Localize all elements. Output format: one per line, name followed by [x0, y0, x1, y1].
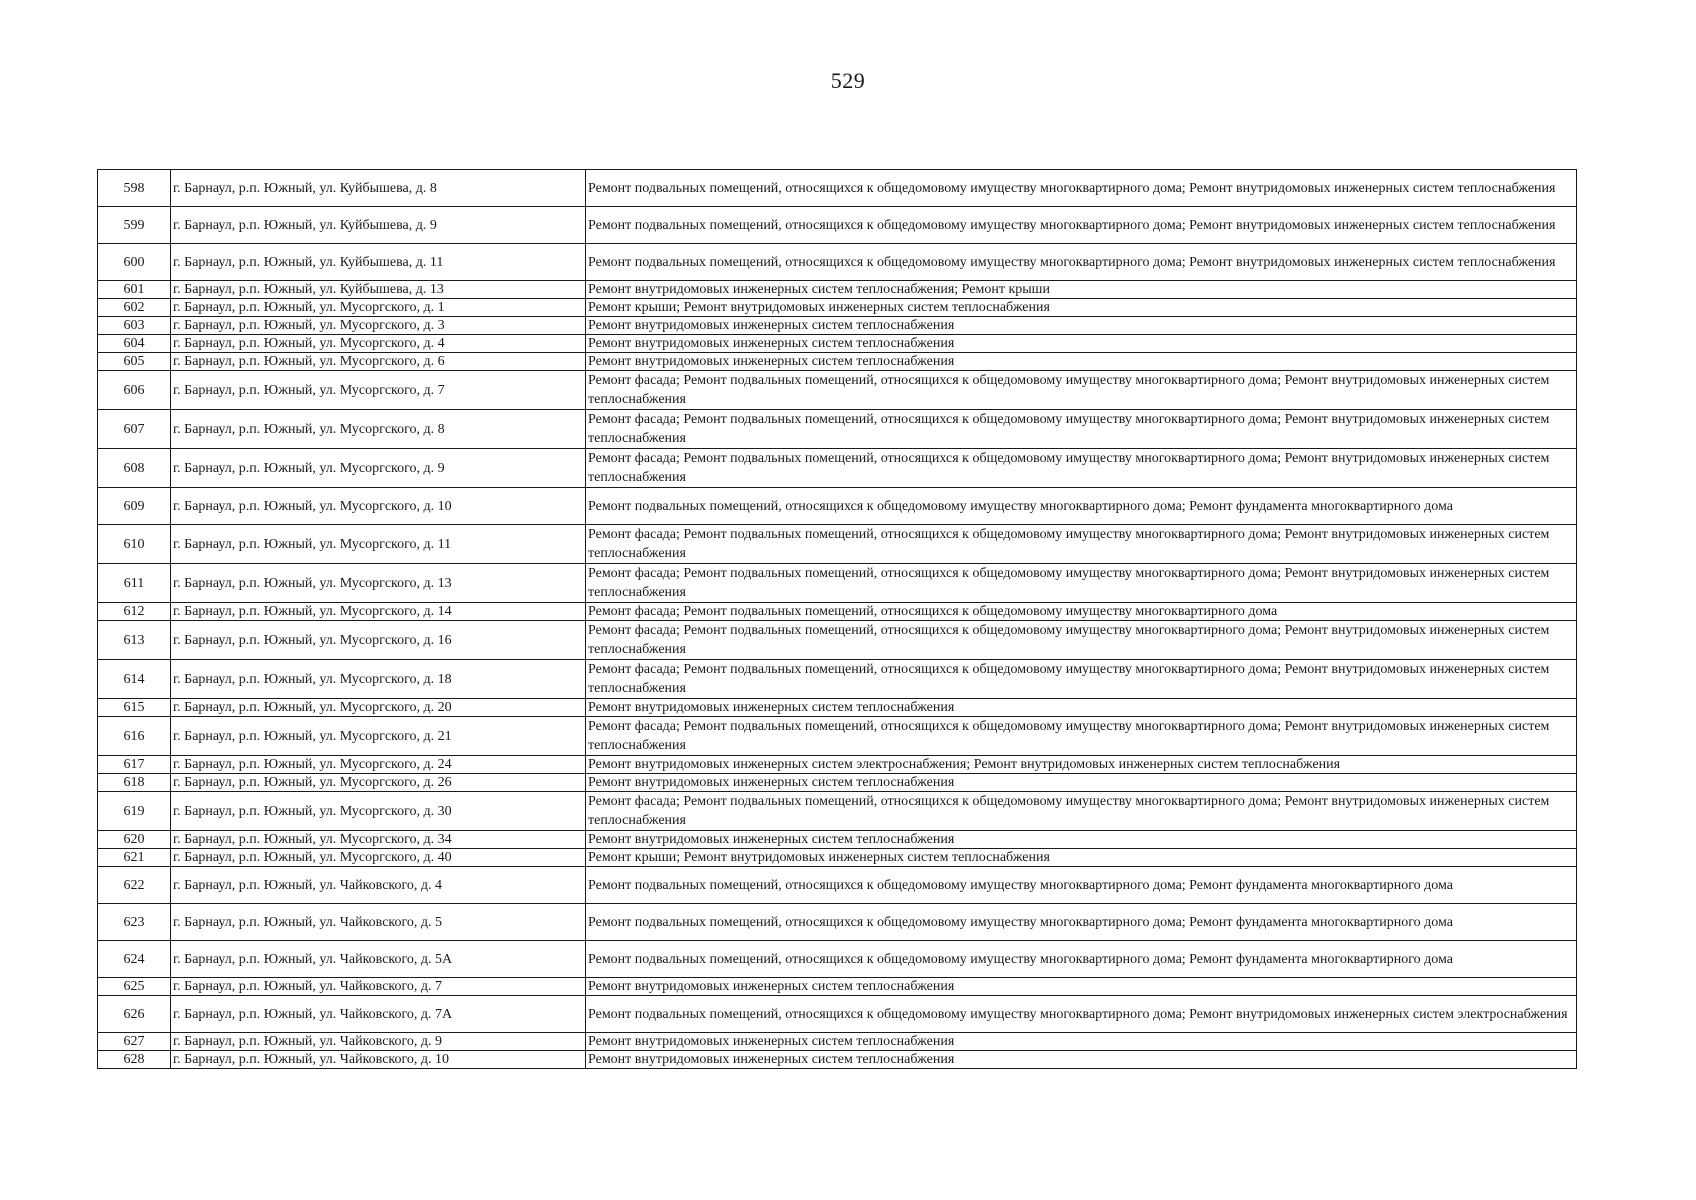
- table-row: [98, 831, 1577, 849]
- address-cell: г. Барнаул, р.п. Южный, ул. Мусоргского, д. 30: [171, 792, 586, 831]
- table-row: [98, 717, 1577, 756]
- table-row: [98, 941, 1577, 978]
- table-row: [98, 792, 1577, 831]
- work-description-cell: Ремонт внутридомовых инженерных систем теплоснабжения: [586, 317, 1577, 335]
- row-number-cell: 608: [98, 449, 171, 488]
- table-row: [98, 449, 1577, 488]
- work-description-cell: Ремонт подвальных помещений, относящихся к общедомовому имуществу многоквартирного дома; Ремонт внутридомовых инженерных систем электроснабжения: [586, 996, 1577, 1033]
- work-description-cell: Ремонт внутридомовых инженерных систем теплоснабжения; Ремонт крыши: [586, 281, 1577, 299]
- address-cell: г. Барнаул, р.п. Южный, ул. Мусоргского, д. 14: [171, 603, 586, 621]
- row-number-cell: 605: [98, 353, 171, 371]
- address-cell: г. Барнаул, р.п. Южный, ул. Мусоргского, д. 1: [171, 299, 586, 317]
- address-cell: г. Барнаул, р.п. Южный, ул. Чайковского, д. 5: [171, 904, 586, 941]
- work-description-cell: Ремонт внутридомовых инженерных систем электроснабжения; Ремонт внутридомовых инженерных систем теплоснабжения: [586, 756, 1577, 774]
- row-number-cell: 616: [98, 717, 171, 756]
- work-description-cell: Ремонт подвальных помещений, относящихся к общедомовому имуществу многоквартирного дома; Ремонт фундамента многоквартирного дома: [586, 488, 1577, 525]
- table-row: [98, 317, 1577, 335]
- table-row: [98, 170, 1577, 207]
- address-cell: г. Барнаул, р.п. Южный, ул. Мусоргского, д. 24: [171, 756, 586, 774]
- address-cell: г. Барнаул, р.п. Южный, ул. Чайковского, д. 7А: [171, 996, 586, 1033]
- table-row: [98, 525, 1577, 564]
- address-cell: г. Барнаул, р.п. Южный, ул. Чайковского, д. 9: [171, 1033, 586, 1051]
- address-cell: г. Барнаул, р.п. Южный, ул. Мусоргского, д. 11: [171, 525, 586, 564]
- row-number-cell: 601: [98, 281, 171, 299]
- work-description-cell: Ремонт фасада; Ремонт подвальных помещений, относящихся к общедомовому имуществу многоквартирного дома; Ремонт внутридомовых инженерных систем теплоснабжения: [586, 660, 1577, 699]
- address-cell: г. Барнаул, р.п. Южный, ул. Мусоргского, д. 10: [171, 488, 586, 525]
- table-row: [98, 335, 1577, 353]
- address-cell: г. Барнаул, р.п. Южный, ул. Мусоргского, д. 34: [171, 831, 586, 849]
- row-number-cell: 610: [98, 525, 171, 564]
- table-row: [98, 904, 1577, 941]
- row-number-cell: 627: [98, 1033, 171, 1051]
- address-cell: г. Барнаул, р.п. Южный, ул. Чайковского, д. 10: [171, 1051, 586, 1069]
- table-row: [98, 371, 1577, 410]
- address-cell: г. Барнаул, р.п. Южный, ул. Куйбышева, д. 13: [171, 281, 586, 299]
- row-number-cell: 607: [98, 410, 171, 449]
- table-row: [98, 353, 1577, 371]
- address-cell: г. Барнаул, р.п. Южный, ул. Мусоргского, д. 8: [171, 410, 586, 449]
- row-number-cell: 617: [98, 756, 171, 774]
- address-cell: г. Барнаул, р.п. Южный, ул. Мусоргского, д. 16: [171, 621, 586, 660]
- row-number-cell: 614: [98, 660, 171, 699]
- work-description-cell: Ремонт фасада; Ремонт подвальных помещений, относящихся к общедомовому имуществу многоквартирного дома; Ремонт внутридомовых инженерных систем теплоснабжения: [586, 717, 1577, 756]
- work-description-cell: Ремонт крыши; Ремонт внутридомовых инженерных систем теплоснабжения: [586, 849, 1577, 867]
- address-cell: г. Барнаул, р.п. Южный, ул. Мусоргского, д. 3: [171, 317, 586, 335]
- table-row: [98, 774, 1577, 792]
- work-description-cell: Ремонт фасада; Ремонт подвальных помещений, относящихся к общедомовому имуществу многоквартирного дома; Ремонт внутридомовых инженерных систем теплоснабжения: [586, 792, 1577, 831]
- work-description-cell: Ремонт фасада; Ремонт подвальных помещений, относящихся к общедомовому имуществу многоквартирного дома: [586, 603, 1577, 621]
- row-number-cell: 619: [98, 792, 171, 831]
- work-description-cell: Ремонт фасада; Ремонт подвальных помещений, относящихся к общедомовому имуществу многоквартирного дома; Ремонт внутридомовых инженерных систем теплоснабжения: [586, 621, 1577, 660]
- row-number-cell: 599: [98, 207, 171, 244]
- row-number-cell: 611: [98, 564, 171, 603]
- row-number-cell: 602: [98, 299, 171, 317]
- work-description-cell: Ремонт фасада; Ремонт подвальных помещений, относящихся к общедомовому имуществу многоквартирного дома; Ремонт внутридомовых инженерных систем теплоснабжения: [586, 410, 1577, 449]
- table-row: [98, 603, 1577, 621]
- row-number-cell: 624: [98, 941, 171, 978]
- work-description-cell: Ремонт внутридомовых инженерных систем теплоснабжения: [586, 1033, 1577, 1051]
- table-body: [98, 170, 1577, 1069]
- row-number-cell: 618: [98, 774, 171, 792]
- work-description-cell: Ремонт фасада; Ремонт подвальных помещений, относящихся к общедомовому имуществу многоквартирного дома; Ремонт внутридомовых инженерных систем теплоснабжения: [586, 525, 1577, 564]
- row-number-cell: 628: [98, 1051, 171, 1069]
- address-cell: г. Барнаул, р.п. Южный, ул. Мусоргского, д. 4: [171, 335, 586, 353]
- row-number-cell: 625: [98, 978, 171, 996]
- table-row: [98, 281, 1577, 299]
- address-cell: г. Барнаул, р.п. Южный, ул. Мусоргского, д. 20: [171, 699, 586, 717]
- row-number-cell: 626: [98, 996, 171, 1033]
- row-number-cell: 600: [98, 244, 171, 281]
- work-description-cell: Ремонт крыши; Ремонт внутридомовых инженерных систем теплоснабжения: [586, 299, 1577, 317]
- work-description-cell: Ремонт внутридомовых инженерных систем теплоснабжения: [586, 335, 1577, 353]
- address-cell: г. Барнаул, р.п. Южный, ул. Куйбышева, д. 9: [171, 207, 586, 244]
- table-row: [98, 299, 1577, 317]
- table-row: [98, 207, 1577, 244]
- work-description-cell: Ремонт подвальных помещений, относящихся к общедомовому имуществу многоквартирного дома; Ремонт фундамента многоквартирного дома: [586, 941, 1577, 978]
- work-description-cell: Ремонт подвальных помещений, относящихся к общедомовому имуществу многоквартирного дома; Ремонт внутридомовых инженерных систем теплоснабжения: [586, 244, 1577, 281]
- row-number-cell: 609: [98, 488, 171, 525]
- work-description-cell: Ремонт фасада; Ремонт подвальных помещений, относящихся к общедомовому имуществу многоквартирного дома; Ремонт внутридомовых инженерных систем теплоснабжения: [586, 564, 1577, 603]
- row-number-cell: 623: [98, 904, 171, 941]
- work-description-cell: Ремонт подвальных помещений, относящихся к общедомовому имуществу многоквартирного дома; Ремонт внутридомовых инженерных систем теплоснабжения: [586, 207, 1577, 244]
- table-row: [98, 621, 1577, 660]
- table-row: [98, 867, 1577, 904]
- address-cell: г. Барнаул, р.п. Южный, ул. Мусоргского, д. 6: [171, 353, 586, 371]
- address-cell: г. Барнаул, р.п. Южный, ул. Мусоргского, д. 9: [171, 449, 586, 488]
- row-number-cell: 621: [98, 849, 171, 867]
- row-number-cell: 620: [98, 831, 171, 849]
- address-cell: г. Барнаул, р.п. Южный, ул. Чайковского, д. 4: [171, 867, 586, 904]
- work-description-cell: Ремонт подвальных помещений, относящихся к общедомовому имуществу многоквартирного дома; Ремонт внутридомовых инженерных систем теплоснабжения: [586, 170, 1577, 207]
- table-row: [98, 1033, 1577, 1051]
- table-row: [98, 699, 1577, 717]
- work-description-cell: Ремонт внутридомовых инженерных систем теплоснабжения: [586, 699, 1577, 717]
- address-cell: г. Барнаул, р.п. Южный, ул. Куйбышева, д. 8: [171, 170, 586, 207]
- page-number: 529: [830, 68, 866, 93]
- row-number-cell: 615: [98, 699, 171, 717]
- row-number-cell: 604: [98, 335, 171, 353]
- row-number-cell: 622: [98, 867, 171, 904]
- table-row: [98, 244, 1577, 281]
- table-row: [98, 488, 1577, 525]
- work-description-cell: Ремонт внутридомовых инженерных систем теплоснабжения: [586, 1051, 1577, 1069]
- register-table: [97, 169, 1577, 1069]
- table-row: [98, 849, 1577, 867]
- row-number-cell: 612: [98, 603, 171, 621]
- address-cell: г. Барнаул, р.п. Южный, ул. Мусоргского, д. 7: [171, 371, 586, 410]
- table-row: [98, 978, 1577, 996]
- work-description-cell: Ремонт внутридомовых инженерных систем теплоснабжения: [586, 831, 1577, 849]
- work-description-cell: Ремонт внутридомовых инженерных систем теплоснабжения: [586, 774, 1577, 792]
- work-description-cell: Ремонт фасада; Ремонт подвальных помещений, относящихся к общедомовому имуществу многоквартирного дома; Ремонт внутридомовых инженерных систем теплоснабжения: [586, 371, 1577, 410]
- table-row: [98, 410, 1577, 449]
- address-cell: г. Барнаул, р.п. Южный, ул. Мусоргского, д. 21: [171, 717, 586, 756]
- work-description-cell: Ремонт подвальных помещений, относящихся к общедомовому имуществу многоквартирного дома; Ремонт фундамента многоквартирного дома: [586, 904, 1577, 941]
- work-description-cell: Ремонт фасада; Ремонт подвальных помещений, относящихся к общедомовому имуществу многоквартирного дома; Ремонт внутридомовых инженерных систем теплоснабжения: [586, 449, 1577, 488]
- table-row: [98, 756, 1577, 774]
- address-cell: г. Барнаул, р.п. Южный, ул. Мусоргского, д. 18: [171, 660, 586, 699]
- work-description-cell: Ремонт внутридомовых инженерных систем теплоснабжения: [586, 978, 1577, 996]
- address-cell: г. Барнаул, р.п. Южный, ул. Чайковского, д. 7: [171, 978, 586, 996]
- address-cell: г. Барнаул, р.п. Южный, ул. Мусоргского, д. 40: [171, 849, 586, 867]
- address-cell: г. Барнаул, р.п. Южный, ул. Куйбышева, д. 11: [171, 244, 586, 281]
- row-number-cell: 606: [98, 371, 171, 410]
- row-number-cell: 613: [98, 621, 171, 660]
- table-row: [98, 564, 1577, 603]
- address-cell: г. Барнаул, р.п. Южный, ул. Чайковского, д. 5А: [171, 941, 586, 978]
- work-description-cell: Ремонт подвальных помещений, относящихся к общедомовому имуществу многоквартирного дома; Ремонт фундамента многоквартирного дома: [586, 867, 1577, 904]
- table-row: [98, 660, 1577, 699]
- table-row: [98, 1051, 1577, 1069]
- address-cell: г. Барнаул, р.п. Южный, ул. Мусоргского, д. 26: [171, 774, 586, 792]
- table-row: [98, 996, 1577, 1033]
- address-cell: г. Барнаул, р.п. Южный, ул. Мусоргского, д. 13: [171, 564, 586, 603]
- row-number-cell: 603: [98, 317, 171, 335]
- work-description-cell: Ремонт внутридомовых инженерных систем теплоснабжения: [586, 353, 1577, 371]
- row-number-cell: 598: [98, 170, 171, 207]
